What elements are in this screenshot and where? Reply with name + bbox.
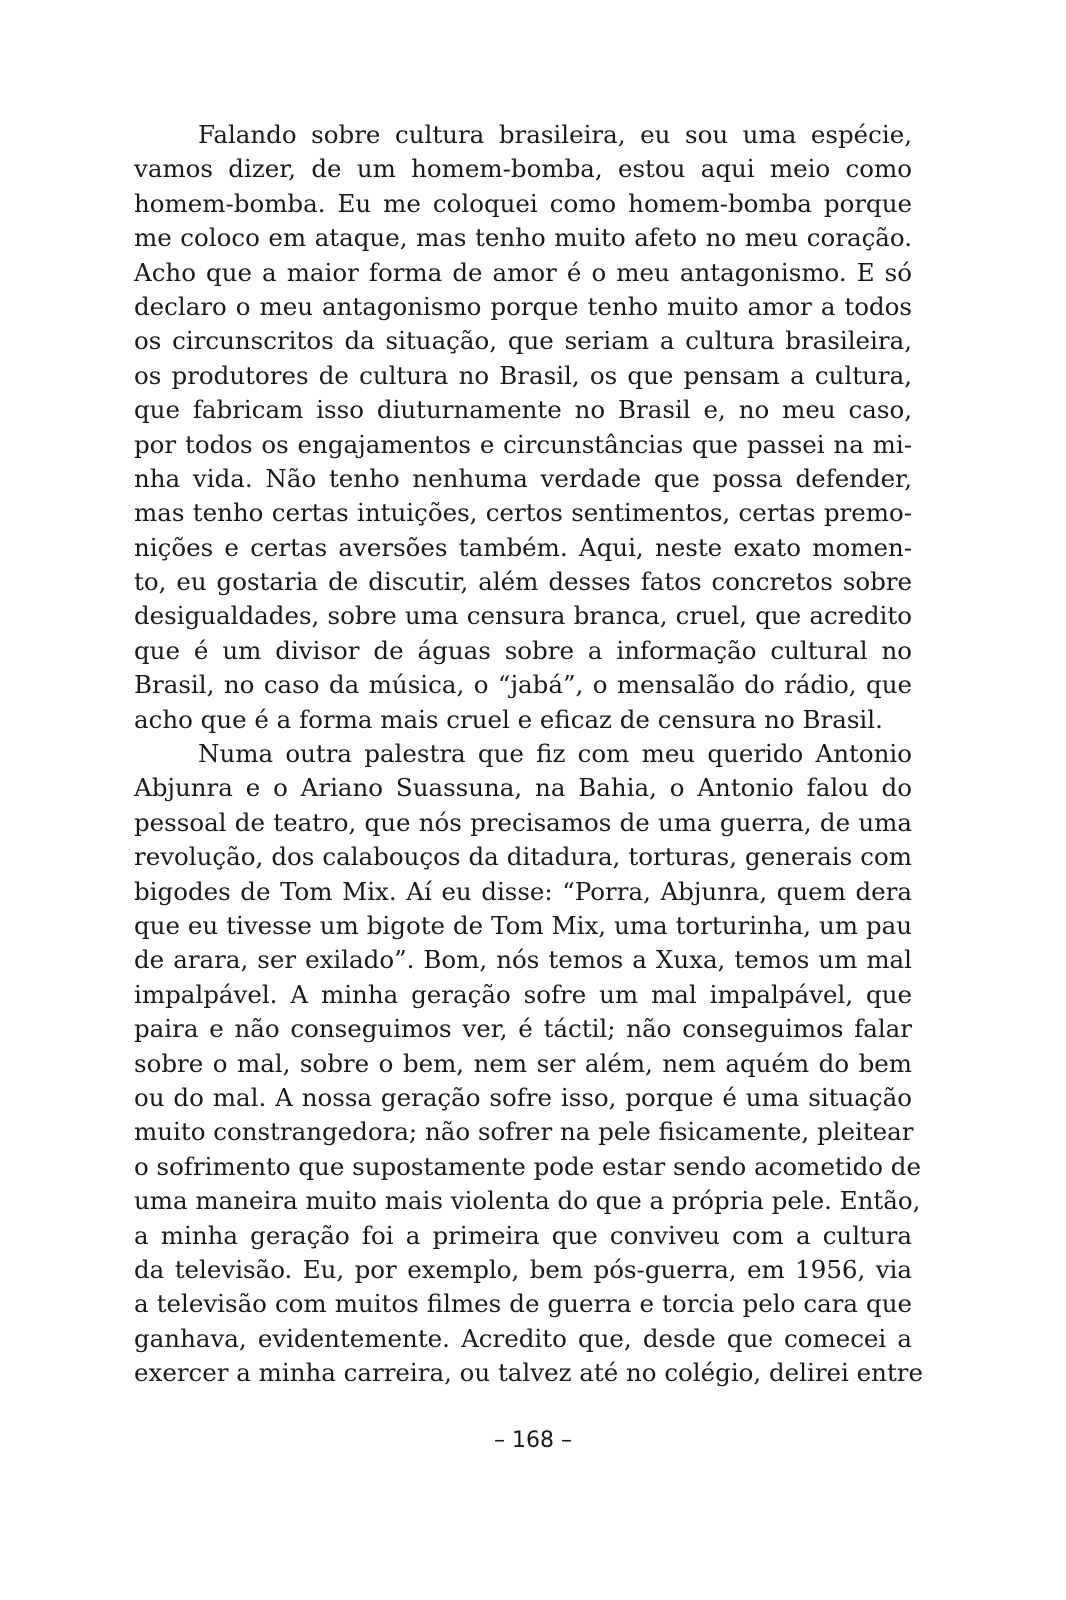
body-text <box>134 118 924 1390</box>
text-line: me coloco em ataque, mas tenho muito afeto no meu coração. <box>134 223 912 253</box>
text-line: os circunscritos da situação, que seriam a cultura brasileira, <box>134 326 912 356</box>
paragraph-2 <box>134 737 924 1390</box>
paragraph-1 <box>134 118 912 737</box>
text-line: que fabricam isso diuturnamente no Brasil e, no meu caso, <box>134 395 912 425</box>
text-line: revolução, dos calabouços da ditadura, torturas, generais com <box>134 842 912 872</box>
text-line: nições e certas aversões também. Aqui, neste exato momen- <box>134 532 912 562</box>
text-line: ou do mal. A nossa geração sofre isso, porque é uma situação <box>134 1082 912 1112</box>
text-line: Falando sobre cultura brasileira, eu sou uma espécie, <box>198 120 912 149</box>
text-line: uma maneira muito mais violenta do que a própria pele. Então, <box>134 1186 921 1216</box>
text-line: Brasil, no caso da música, o “jabá”, o mensalão do rádio, que <box>134 670 912 700</box>
text-line: o sofrimento que supostamente pode estar sendo acometido de <box>134 1151 921 1181</box>
text-line: de arara, ser exilado”. Bom, nós temos a Xuxa, temos um mal <box>134 945 912 975</box>
text-line: desigualdades, sobre uma censura branca, cruel, que acredito <box>134 601 912 631</box>
text-line: da televisão. Eu, por exemplo, bem pós-guerra, em 1956, via <box>134 1254 912 1284</box>
page-number: – 168 – <box>494 1428 572 1453</box>
text-line: vamos dizer, de um homem-bomba, estou aqui meio como <box>134 154 912 184</box>
text-line: declaro o meu antagonismo porque tenho muito amor a todos <box>134 291 912 321</box>
text-line: bigodes de Tom Mix. Aí eu disse: “Porra, Abjunra, quem dera <box>134 876 912 906</box>
text-line: a televisão com muitos filmes de guerra e torcia pelo cara que <box>134 1289 912 1319</box>
text-line: ganhava, evidentemente. Acredito que, desde que comecei a <box>134 1323 912 1353</box>
text-line: sobre o mal, sobre o bem, nem ser além, nem aquém do bem <box>134 1048 912 1078</box>
text-line: que é um divisor de águas sobre a informação cultural no <box>134 635 912 665</box>
text-line: homem-bomba. Eu me coloquei como homem-bomba porque <box>134 188 912 218</box>
text-line: paira e não conseguimos ver, é táctil; não conseguimos falar <box>134 1014 912 1044</box>
text-line: que eu tivesse um bigote de Tom Mix, uma torturinha, um pau <box>134 910 912 940</box>
text-line: to, eu gostaria de discutir, além desses fatos concretos sobre <box>134 567 912 597</box>
text-line: Acho que a maior forma de amor é o meu antagonismo. E só <box>134 257 912 287</box>
text-line: impalpável. A minha geração sofre um mal impalpável, que <box>134 979 912 1009</box>
text-line: mas tenho certas intuições, certos sentimentos, certas premo- <box>134 498 912 528</box>
text-line: os produtores de cultura no Brasil, os que pensam a cultura, <box>134 360 912 390</box>
text-line: exercer a minha carreira, ou talvez até no colégio, delirei entre <box>134 1358 924 1388</box>
text-line: Abjunra e o Ariano Suassuna, na Bahia, o Antonio falou do <box>134 773 912 803</box>
text-line: pessoal de teatro, que nós precisamos de uma guerra, de uma <box>134 807 912 837</box>
text-line: muito constrangedora; não sofrer na pele fisicamente, pleitear <box>134 1117 914 1147</box>
text-line: a minha geração foi a primeira que conviveu com a cultura <box>134 1220 912 1250</box>
text-line: por todos os engajamentos e circunstâncias que passei na mi- <box>134 429 912 459</box>
text-line: Numa outra palestra que fiz com meu querido Antonio <box>198 739 912 769</box>
text-line: acho que é a forma mais cruel e eficaz de censura no Brasil. <box>134 704 883 734</box>
text-line: nha vida. Não tenho nenhuma verdade que possa defender, <box>134 463 912 493</box>
